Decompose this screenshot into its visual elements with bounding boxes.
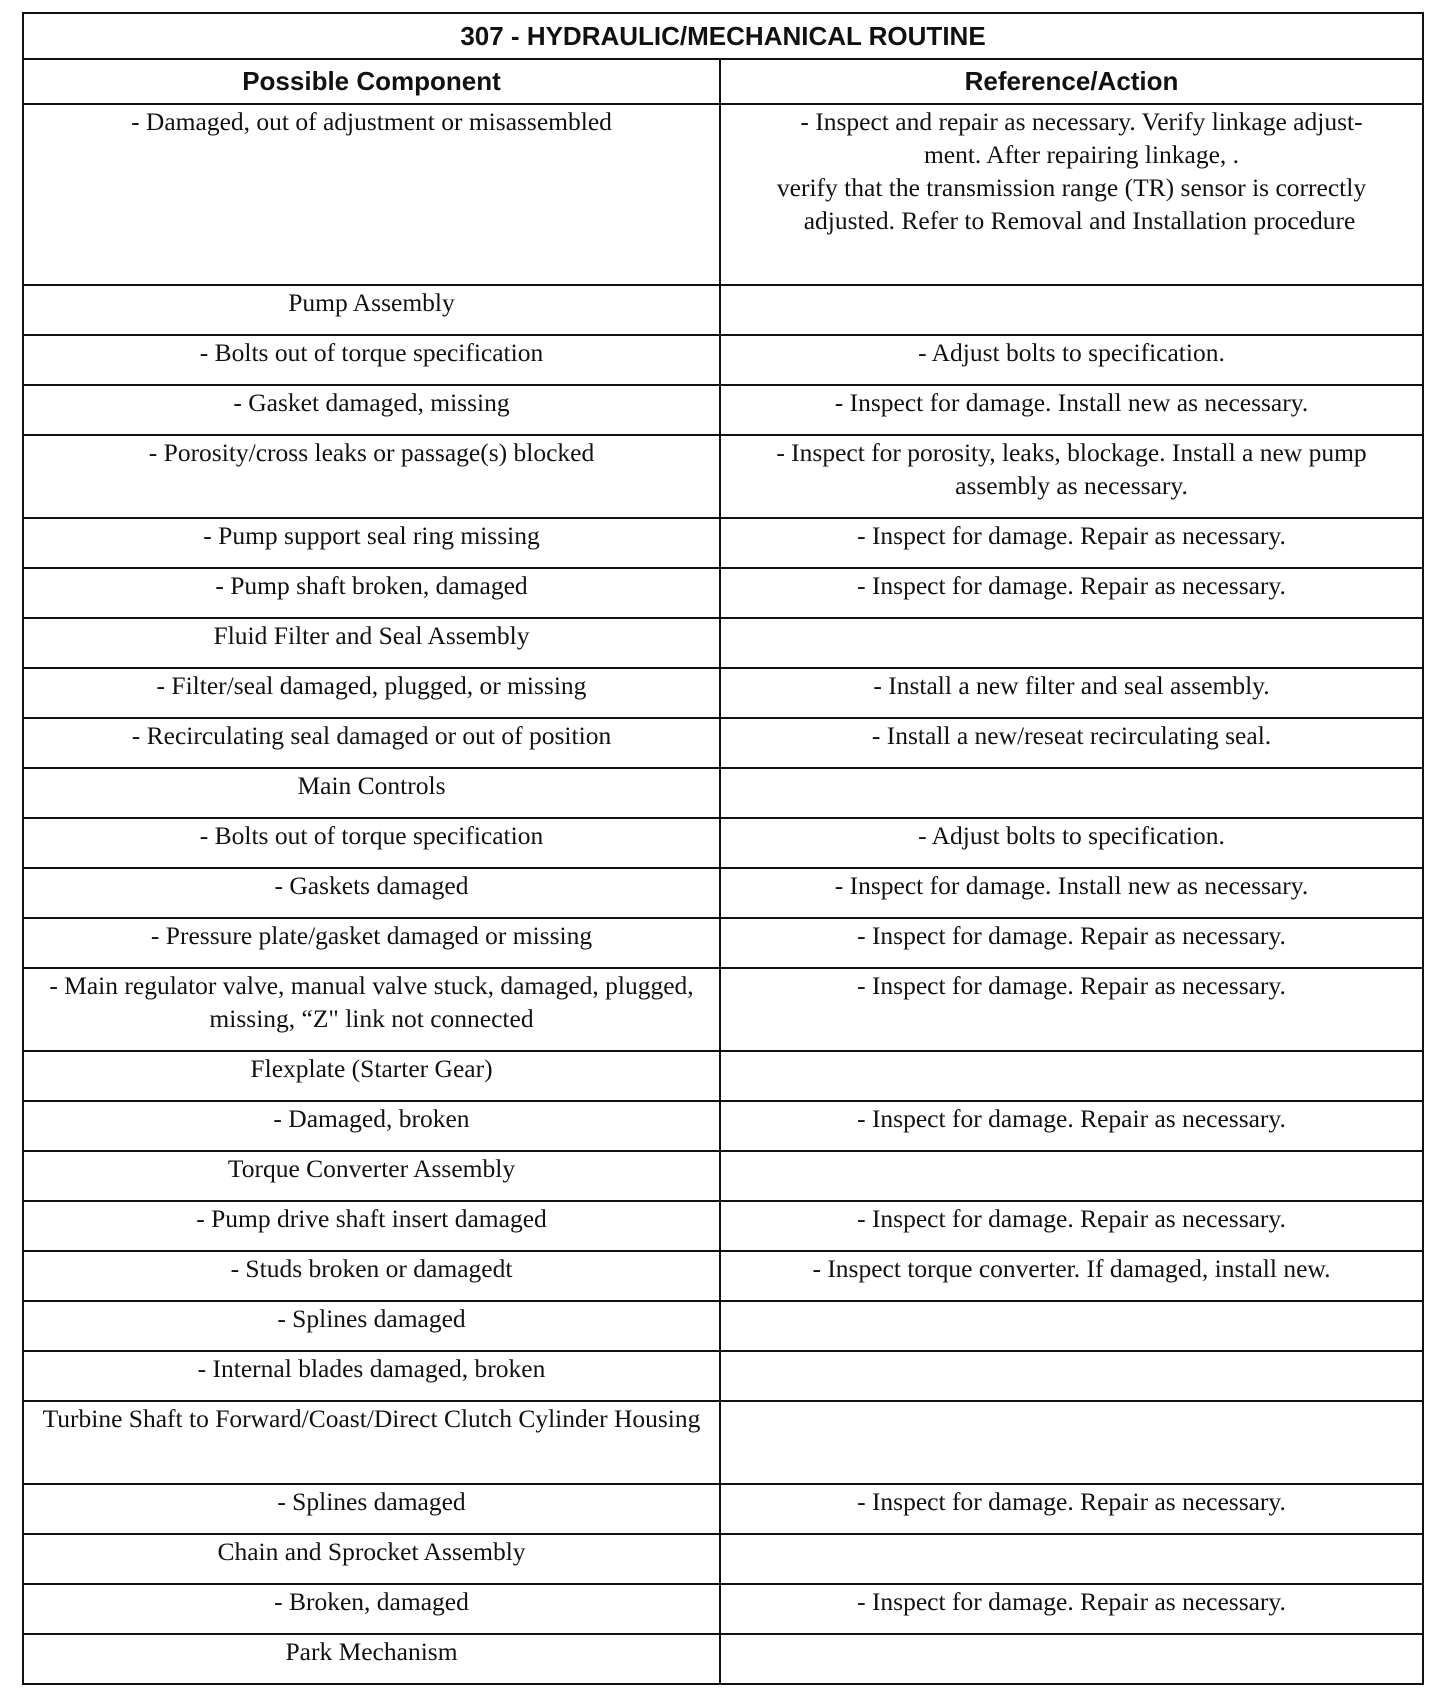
action-cell: - Inspect for damage. Repair as necessary. <box>720 568 1423 618</box>
component-cell: Chain and Sprocket Assembly <box>23 1534 720 1584</box>
action-cell <box>720 1401 1423 1484</box>
action-cell: - Inspect for damage. Repair as necessary. <box>720 1584 1423 1634</box>
action-cell: - Inspect for damage. Install new as necessary. <box>720 868 1423 918</box>
component-cell: - Pressure plate/gasket damaged or missing <box>23 918 720 968</box>
action-cell <box>720 618 1423 668</box>
component-cell: - Broken, damaged <box>23 1584 720 1634</box>
table-row <box>23 568 1423 618</box>
column-header-component: Possible Component <box>23 59 720 104</box>
title-row <box>23 13 1423 59</box>
action-cell: - Inspect for porosity, leaks, blockage. Install a new pump assembly as necessary. <box>720 435 1423 518</box>
component-cell: Fluid Filter and Seal Assembly <box>23 618 720 668</box>
action-cell <box>720 1301 1423 1351</box>
component-cell: - Pump support seal ring missing <box>23 518 720 568</box>
table-title: 307 - HYDRAULIC/MECHANICAL ROUTINE <box>23 13 1423 59</box>
component-cell: - Damaged, out of adjustment or misassembled <box>23 104 720 285</box>
action-cell: - Inspect for damage. Repair as necessary. <box>720 918 1423 968</box>
component-cell: Pump Assembly <box>23 285 720 335</box>
table-row <box>23 285 1423 335</box>
routine-table <box>22 12 1424 1685</box>
component-cell: - Recirculating seal damaged or out of position <box>23 718 720 768</box>
table-row <box>23 1584 1423 1634</box>
table-row <box>23 385 1423 435</box>
table-row <box>23 1484 1423 1534</box>
table-row <box>23 618 1423 668</box>
action-cell: - Inspect for damage. Repair as necessary. <box>720 1484 1423 1534</box>
action-cell <box>720 1634 1423 1684</box>
action-cell: - Inspect for damage. Install new as necessary. <box>720 385 1423 435</box>
component-cell: - Gasket damaged, missing <box>23 385 720 435</box>
action-cell <box>720 1051 1423 1101</box>
table-row <box>23 1534 1423 1584</box>
action-cell <box>720 1151 1423 1201</box>
table-row <box>23 518 1423 568</box>
action-line: - Inspect and repair as necessary. Verify linkage adjust- <box>800 107 1363 136</box>
action-cell: - Inspect torque converter. If damaged, install new. <box>720 1251 1423 1301</box>
component-cell: - Internal blades damaged, broken <box>23 1351 720 1401</box>
component-cell: - Bolts out of torque specification <box>23 818 720 868</box>
action-line: ment. After repairing linkage, . <box>923 140 1240 169</box>
action-line: verify that the transmission range (TR) sensor is correctly <box>776 173 1367 202</box>
component-cell: - Bolts out of torque specification <box>23 335 720 385</box>
table-row <box>23 668 1423 718</box>
action-cell: - Inspect for damage. Repair as necessary. <box>720 1101 1423 1151</box>
component-cell: Flexplate (Starter Gear) <box>23 1051 720 1101</box>
component-cell: - Damaged, broken <box>23 1101 720 1151</box>
table-row <box>23 1201 1423 1251</box>
column-header-action: Reference/Action <box>720 59 1423 104</box>
action-cell <box>720 104 1423 285</box>
table-row <box>23 768 1423 818</box>
action-line: adjusted. Refer to Removal and Installation procedure <box>803 206 1356 235</box>
table-row <box>23 435 1423 518</box>
action-cell: - Inspect for damage. Repair as necessary. <box>720 1201 1423 1251</box>
action-cell: - Adjust bolts to specification. <box>720 335 1423 385</box>
table-row <box>23 1251 1423 1301</box>
component-cell: Main Controls <box>23 768 720 818</box>
component-cell: - Splines damaged <box>23 1301 720 1351</box>
table-row <box>23 1401 1423 1484</box>
action-cell: - Adjust bolts to specification. <box>720 818 1423 868</box>
component-cell: - Gaskets damaged <box>23 868 720 918</box>
action-cell: - Install a new filter and seal assembly. <box>720 668 1423 718</box>
component-cell: - Studs broken or damagedt <box>23 1251 720 1301</box>
action-cell: - Inspect for damage. Repair as necessary. <box>720 518 1423 568</box>
component-cell: - Splines damaged <box>23 1484 720 1534</box>
component-cell: - Filter/seal damaged, plugged, or missing <box>23 668 720 718</box>
table-row <box>23 818 1423 868</box>
action-cell <box>720 1351 1423 1401</box>
action-cell: - Install a new/reseat recirculating seal. <box>720 718 1423 768</box>
table-row <box>23 1151 1423 1201</box>
table-row <box>23 1051 1423 1101</box>
component-cell: Turbine Shaft to Forward/Coast/Direct Clutch Cylinder Housing <box>23 1401 720 1484</box>
table-row <box>23 868 1423 918</box>
component-cell: - Main regulator valve, manual valve stuck, damaged, plugged, missing, “Z" link not connected <box>23 968 720 1051</box>
action-cell <box>720 1534 1423 1584</box>
component-cell: - Pump drive shaft insert damaged <box>23 1201 720 1251</box>
table-row <box>23 718 1423 768</box>
component-cell: Torque Converter Assembly <box>23 1151 720 1201</box>
action-cell <box>720 285 1423 335</box>
action-cell: - Inspect for damage. Repair as necessary. <box>720 968 1423 1051</box>
table-row <box>23 1101 1423 1151</box>
component-cell: - Pump shaft broken, damaged <box>23 568 720 618</box>
table-row <box>23 968 1423 1051</box>
routine-sheet <box>22 12 1422 1685</box>
action-cell <box>720 768 1423 818</box>
component-cell: - Porosity/cross leaks or passage(s) blocked <box>23 435 720 518</box>
table-row <box>23 1301 1423 1351</box>
component-cell: Park Mechanism <box>23 1634 720 1684</box>
table-row <box>23 1351 1423 1401</box>
header-row <box>23 59 1423 104</box>
table-row <box>23 918 1423 968</box>
table-row <box>23 104 1423 285</box>
table-row <box>23 335 1423 385</box>
table-row <box>23 1634 1423 1684</box>
